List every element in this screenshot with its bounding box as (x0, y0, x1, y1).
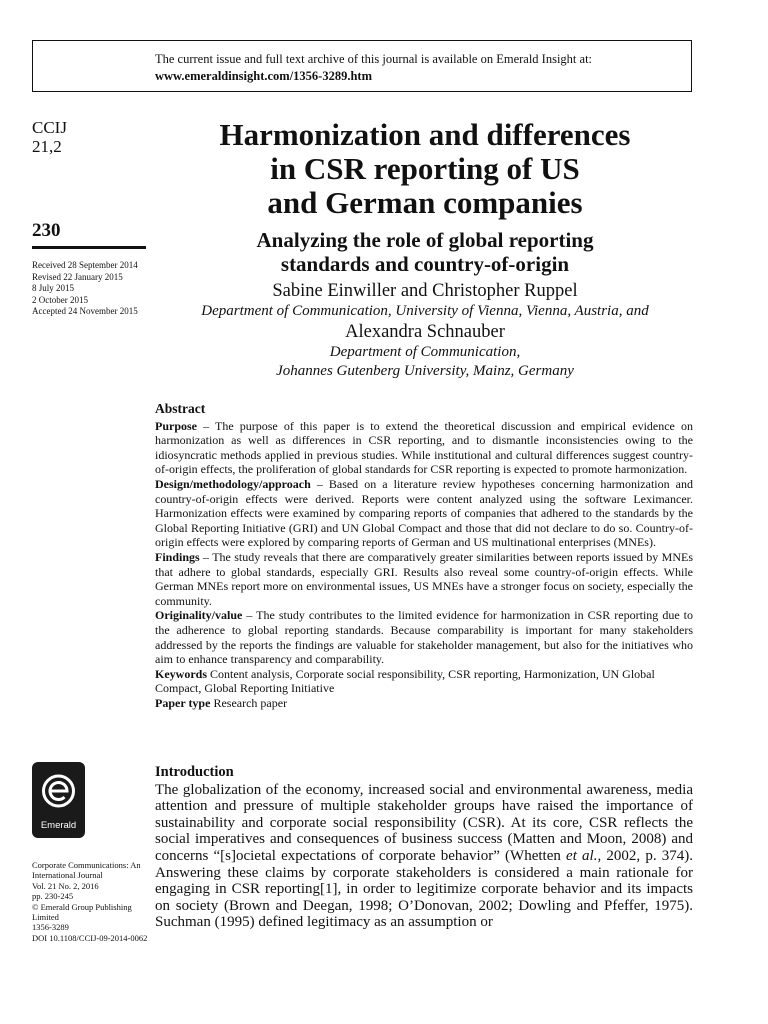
citation-doi: DOI 10.1108/CCIJ-09-2014-0062 (32, 932, 148, 943)
date-received: Received 28 September 2014 (32, 260, 138, 270)
abstract-heading: Abstract (155, 401, 206, 416)
affiliation-mainz-univ: Johannes Gutenberg University, Mainz, Germany (276, 363, 574, 379)
notice-text: The current issue and full text archive of this journal is available on Emerald Insight at: (155, 52, 593, 66)
introduction-paragraph (155, 782, 693, 931)
papertype-text: Research paper (210, 695, 288, 710)
originality-text: – The study contributes to the limited evidence for harmonization in CSR reporting due to the adherence to global reporting standards. Because comparability is important for many stakeholders addressed by the reports the findings are valuable for stakeholder management, but also for the initiatives who aim to enhance transparency and comparability. (155, 608, 693, 667)
citation-line: International Journal (32, 870, 103, 881)
introduction-section (155, 764, 693, 931)
abstract-purpose (155, 419, 693, 477)
history-dates (32, 260, 138, 318)
date-revised-3: 2 October 2015 (32, 294, 88, 305)
citation-line: © Emerald Group Publishing Limited (32, 901, 132, 923)
journal-notice-box (32, 40, 692, 92)
abstract-paper-type (155, 696, 693, 711)
journal-abbr: CCIJ (32, 118, 67, 137)
subtitle-line: standards and country-of-origin (280, 252, 570, 276)
keywords-label: Keywords (155, 666, 207, 681)
date-revised-2: 8 July 2015 (32, 283, 75, 294)
purpose-text: – The purpose of this paper is to extend the theoretical discussion and empirical evidence on harmonization as well as differences in CSR reporting, and to dismantle inconsistencies owing to the idiosyncratic methods applied in previous studies. While institutional and cultural differences suggest country-of-origin effects, the proliferation of global standards for CSR reporting is expected to promote harmonization. (155, 418, 693, 477)
paper-subtitle (150, 228, 700, 276)
papertype-label: Paper type (155, 695, 211, 710)
design-text: – Based on a literature review hypotheses concerning harmonization and country-of-origin effects were derived. Reports were content analyzed using the software Leximancer. Harmonization effects were examined by comparing reports of companies that adhered to the standards by the Global Reporting Initiative (GRI) and UN Global Compact and those that did not declare to do so. Country-of-origin effects were explored by comparing reports of German and US multinational enterprises (MNEs). (155, 476, 693, 550)
emerald-logo-icon (38, 768, 79, 814)
intro-text-cont: , 2002, p. 374). Answering these claims by corporate stakeholders is considered a main rationale for engaging in CSR reporting[1], in order to legitimize corporate behavior and its impacts on society (Brown and Deegan, 1998; O’Donovan, 2002; Dowling and Pfeffer, 1975). Suchman (1995) defined legitimacy as an assumption or (155, 847, 693, 931)
citation-line: 1356-3289 (32, 922, 69, 933)
journal-citation (32, 860, 152, 943)
abstract-keywords (155, 667, 693, 696)
intro-text: The globalization of the economy, increased social and environmental awareness, media attention and pressure of multiple stakeholder groups have raised the importance of sustainability and corporate social responsibility (CSR). At its core, CSR reflects the social imperatives and consequences of business success (Matten and Moon, 2008) and concerns “[s]ocietal expectations of corporate behavior” (Whetten (155, 781, 693, 864)
logo-text: Emerald (40, 820, 77, 831)
authors-primary: Sabine Einwiller and Christopher Ruppel (272, 281, 578, 301)
findings-text: – The study reveals that there are comparatively greater similarities between reports issued by MNEs that adhere to global standards, especially GRI. Results also reveal some country-of-origin effects. While German MNEs report more on environmental issues, US MNEs have a stronger focus on society, especially the community. (155, 549, 693, 608)
title-line: in CSR reporting of US (270, 151, 580, 186)
subtitle-line: Analyzing the role of global reporting (256, 228, 594, 252)
date-revised: Revised 22 January 2015 (32, 271, 123, 282)
emerald-logo (32, 762, 85, 838)
keywords-text: Content analysis, Corporate social responsibility, CSR reporting, Harmonization, UN Global Compact, Global Reporting Initiative (155, 666, 655, 696)
affiliation-mainz-dept: Department of Communication, (329, 344, 521, 360)
page-number: 230 (32, 220, 146, 249)
findings-label: Findings (155, 549, 200, 564)
authors-secondary: Alexandra Schnauber (345, 322, 505, 342)
citation-line: pp. 230-245 (32, 891, 74, 902)
abstract-design (155, 477, 693, 550)
abstract-originality (155, 608, 693, 666)
title-line: and German companies (267, 185, 583, 220)
abstract-findings (155, 550, 693, 608)
journal-url[interactable]: www.emeraldinsight.com/1356-3289.htm (155, 69, 372, 83)
title-line: Harmonization and differences (219, 117, 631, 152)
introduction-heading: Introduction (155, 764, 234, 780)
citation-line: Corporate Communications: An (32, 860, 141, 870)
margin-column (32, 118, 150, 317)
abstract-section (155, 402, 693, 710)
journal-volume: 21,2 (32, 137, 62, 156)
purpose-label: Purpose (155, 418, 197, 433)
originality-label: Originality/value (155, 608, 243, 623)
citation-line: Vol. 21 No. 2, 2016 (32, 880, 99, 891)
design-label: Design/methodology/approach (155, 476, 311, 491)
authors-block (150, 280, 700, 381)
paper-title (150, 118, 700, 220)
date-accepted: Accepted 24 November 2015 (32, 306, 138, 317)
intro-etal: et al. (566, 847, 598, 864)
title-block (150, 118, 700, 381)
affiliation-vienna: Department of Communication, University of Vienna, Vienna, Austria, and (201, 303, 649, 319)
